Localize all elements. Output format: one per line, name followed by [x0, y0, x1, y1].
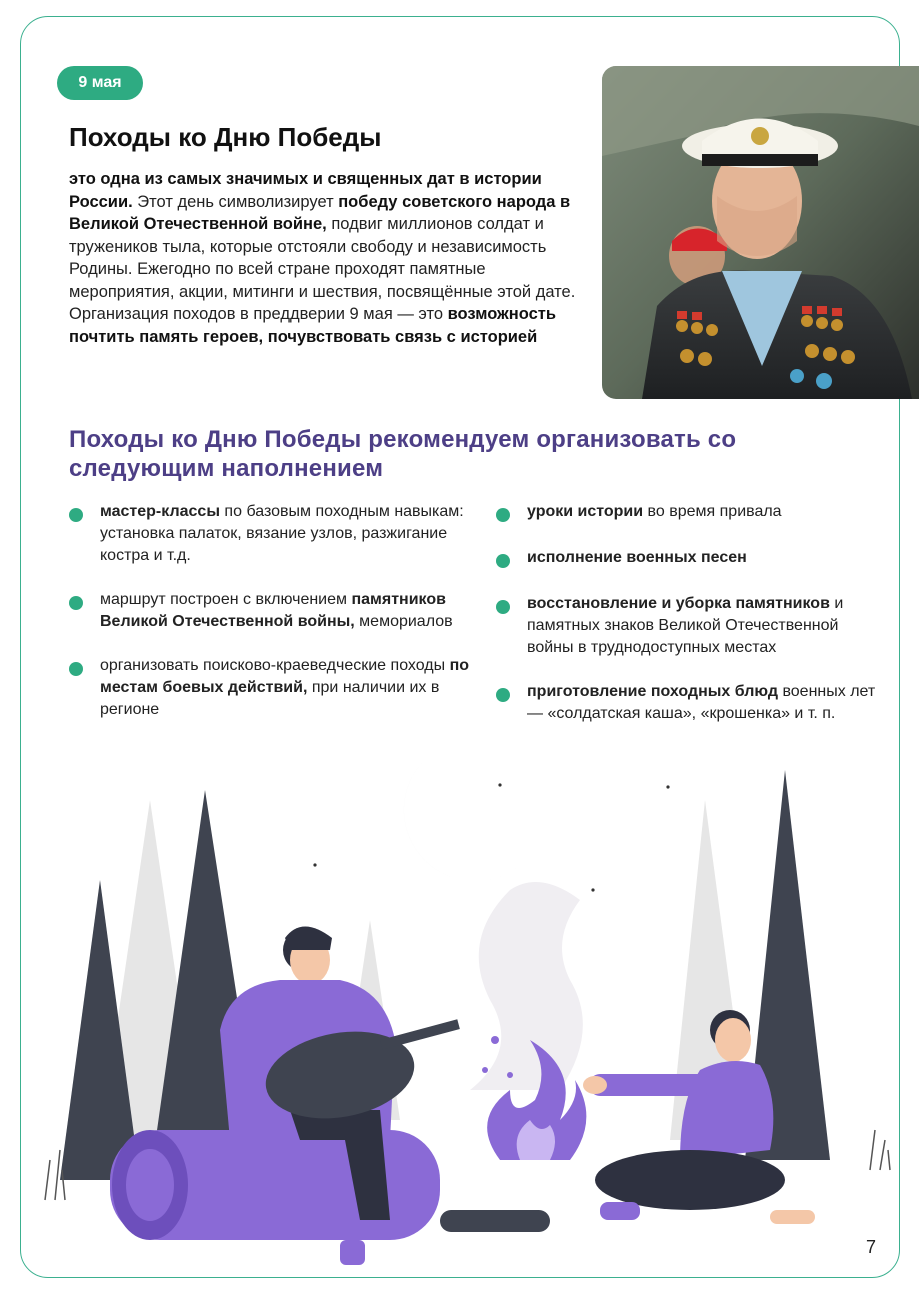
page-number: 7 — [866, 1237, 877, 1257]
item-text: военных лет — «солдатская каша», «крошенка» и т. п. — [527, 683, 876, 722]
campfire-illustration — [40, 740, 900, 1300]
intro-bold-2: победу советского народа в Великой Отечественной войне, — [69, 192, 571, 233]
bullet-dot — [496, 508, 510, 522]
list-item — [69, 589, 479, 633]
intro-text-2: подвиг миллионов солдат и тружеников тыла, которые отстояли свободу и независимость Родины. Ежегодно по всей стране проходят памятные мероприятия, акции, митинги и шествия, посвящённые этой дате. Организация походов в преддверии 9 мая — это — [69, 215, 576, 323]
item-text: по базовым походным навыкам: установка палаток, вязание узлов, разжигание костра и т.д. — [100, 503, 464, 564]
item-text: и памятных знаков Великой Отечественной войны в труднодоступных местах — [527, 595, 844, 656]
page-title: Походы ко Дню Победы — [69, 122, 382, 152]
bullet-dot — [69, 596, 83, 610]
item-bold: приготовление походных блюд — [527, 683, 779, 700]
item-text: при наличии их в регионе — [100, 679, 440, 718]
smoke — [470, 882, 583, 1090]
list-item — [69, 655, 479, 721]
list-item — [496, 593, 876, 659]
intro-bold-1: это одна из самых значимых и священных дат в истории России. — [69, 170, 542, 211]
intro-bold-3: возможность почтить память героев, почувствовать связь с историей — [69, 305, 556, 346]
section-heading: Походы ко Дню Победы рекомендуем организовать со следующим наполнением — [69, 426, 737, 482]
bullet-dot — [69, 662, 83, 676]
item-bold: памятников Великой Отечественной войны, — [100, 591, 446, 630]
intro-paragraph — [69, 168, 594, 348]
left-bullet-list — [69, 501, 479, 721]
bullet-dot — [496, 554, 510, 568]
item-text: организовать поисково-краеведческие походы — [100, 657, 450, 674]
intro-text-1: Этот день символизирует — [132, 192, 339, 211]
list-item — [496, 681, 876, 725]
item-text: маршрут построен с включением — [100, 591, 352, 608]
moon-icon — [404, 755, 520, 881]
list-item — [69, 501, 479, 567]
list-item — [496, 501, 876, 523]
veteran-photo-image — [602, 66, 919, 399]
stars — [313, 783, 669, 891]
date-badge: 9 мая — [57, 66, 143, 100]
item-bold: по местам боевых действий, — [100, 657, 469, 696]
bullet-dot — [69, 508, 83, 522]
item-bold: уроки истории — [527, 503, 644, 520]
item-text: во время привала — [643, 503, 782, 520]
item-text: мемориалов — [354, 613, 453, 630]
right-bullet-list — [496, 501, 876, 725]
item-bold: восстановление и уборка памятников — [527, 595, 830, 612]
veteran-photo — [602, 66, 919, 399]
bullet-dot — [496, 600, 510, 614]
bullet-dot — [496, 688, 510, 702]
item-bold: исполнение военных песен — [527, 549, 747, 566]
campfire-scene — [40, 740, 900, 1300]
list-item — [496, 547, 876, 569]
item-bold: мастер-классы — [100, 503, 220, 520]
